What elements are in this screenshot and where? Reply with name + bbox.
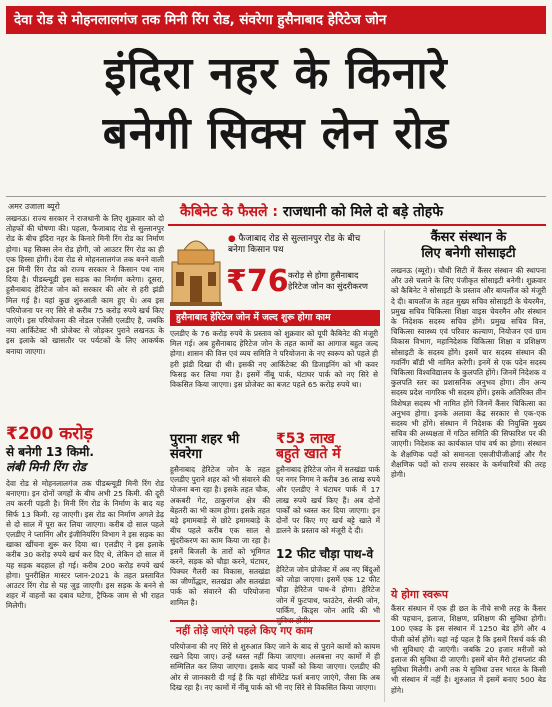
bottom-heading: नहीं तोड़े जाएंगे पहले किए गए काम — [170, 620, 380, 638]
left-box-line2: से बनेगी 13 किमी. — [6, 445, 94, 459]
price-figure: ₹76 — [226, 264, 289, 299]
left-box-amount: ₹200 करोड़ — [6, 424, 93, 444]
column-old-city — [170, 432, 270, 627]
bullet-dot-icon: ● — [228, 234, 239, 244]
bottom-text: परियोजना की नए सिरे से शुरुआत किए जाने के बाद से पुराने कामों को कायम रखने दिया जाए। उन्हें ध्वस्त नहीं किया जाएगा। अलबत्ता नए कामों में ही सम्मिलित कर लिया जाएगा। इसके बाद पार्कों को किया जाएगा। एलडीए की ओर से जानकारी दी गई है कि यहां सीमेंटेड फर्श बनाए जाएंगे, जैसा कि अब दिख रहा है। नए कामों में नींबू पार्क को भी नए सिरे से विकसित किया जाएगा। — [170, 642, 380, 692]
mid-text: एलडीए के 76 करोड़ रुपये के प्रस्ताव को शुक्रवार को यूपी कैबिनेट की मंजूरी मिल गई। अब हुसैनाबाद हेरिटेज जोन के तहत कामों का आगाज बहुत जल्द होगा। शासन की वित्त एवं व्यय समिति ने परियोजना के नए स्वरूप को पहले ही हरी झंडी दिखा दी थी। इसकी नए आर्किटेक्ट की डिजाइनिंग को भी कवर फिसड़ कर लिया गया है। इसमें नींबू पार्क, घंटाघर पार्क को नए सिरे से विकसित किया जाएगा। इस प्रोजेक्ट का बजट पहले 65 करोड़ रुपये था। — [170, 329, 378, 390]
column-53-lakh — [276, 432, 380, 627]
col3-heading-1: ₹53 लाख — [276, 431, 335, 447]
right-column-cancer-institute — [384, 230, 546, 702]
heritage-building-illustration — [170, 232, 222, 306]
cabinet-title: राजधानी को मिले दो बड़े तोहफे — [283, 204, 444, 220]
col3-text-1: हुसैनाबाद हेरिटेज जोन में सतखंडा पार्क पर नगर निगम ने करीब 36 लाख रुपये और एलडीए ने घंटाघर पार्क में 17 लाख रुपये खर्च किए हैं। अब दोनों पार्कों को ध्वस्त कर दिया जाएगा। इन दोनों पर किए गए खर्च बट्टे खाते में डालने के प्रस्ताव को मंजूरी दे दी। — [276, 465, 380, 536]
headline-line-2: बनेगी सिक्स लेन रोड — [102, 108, 450, 159]
right-heading-1: कैंसर संस्थान के — [430, 230, 507, 245]
right-text-2: कैंसर संस्थान में एक ही छत के नीचे सभी तरह के कैंसर की पहचान, इलाज, शिक्षण, प्रशिक्षण की सुविधा होगी। 100 एकड़ के इस संस्थान में 1250 बेड होंगे और 4 पीजी कोर्स होंगे। यहां नई पहल है कि इसमें रिसर्च वर्क की भी सुविधाएं दी जाएंगी। जबकि 20 हजार मरीजों को इलाज की सुविधा दी जाएगी। इसमें बोन मैरो ट्रांसप्लांट की सुविधा मिलेगी। अभी तक ये सुविधा उत्तर भारत के किसी भी संस्थान में नहीं है। शुरुआत में इसमें बनाए 500 बेड होंगे। — [391, 604, 546, 695]
cabinet-header — [168, 200, 546, 226]
price-note: करोड़ से होगा हुसैनाबाद हेरिटेज जोन का सुंदरीकरण — [288, 270, 368, 291]
left-box — [6, 424, 164, 667]
left-intro-text: लखनऊ। राज्य सरकार ने राजधानी के लिए शुक्रवार को दो तोहफों की घोषणा की। पहला, फैजाबाद रोड से सुल्तानपुर रोड के बीच इंदिरा नहर के किनारे मिनी रिंग रोड का निर्माण होगा। यह सिक्स लेन रोड होगी, जो आउटर रिंग रोड का ही एक हिस्सा होगी। देवा रोड से मोहनलालगंज तक बनने वाली इस मिनी रिंग रोड को राज्य सरकार ने किसान पथ नाम दिया है। पीडब्ल्यूडी इस सड़क का निर्माण करेगा। दूसरा, हुसैनाबाद हेरिटेज जोन को सरकार की ओर से हरी झंडी मिल गई है। यहां कुछ शुरुआती काम हुए थे। अब इस परियोजना पर नए सिरे से करीब 75 करोड़ रुपये खर्च किए जाएंगे। इस परियोजना की नोडल एजेंसी एलडीए है, जबकि नया आर्किटेक्ट भी प्रोजेक्ट से जोड़कर पुराने लखनऊ के इस इलाके को खासतौर पर पर्यटकों के लिए आकर्षक बनाया जाएगा। — [6, 214, 164, 356]
right-subheading: ये होगा स्वरूप — [391, 588, 448, 601]
cabinet-label: कैबिनेट के फैसले : — [180, 204, 278, 220]
right-text: लखनऊ (ब्यूरो)। चौथी सिटी में कैंसर संस्थान की स्थापना और उसे चलाने के लिए पंजीकृत सोसाइटी बनेगी। शुक्रवार को कैबिनेट ने सोसाइटी के प्रस्ताव और बायलॉज को मंजूरी दे दी। बायलॉज के तहत मुख्य सचिव सोसाइटी के चेयरमैन, प्रमुख सचिव चिकित्सा शिक्षा वाइस चेयरमैन और संस्थान के निदेशक सदस्य सचिव होंगे। प्रमुख सचिव वित्त, चिकित्सा स्वास्थ्य एवं परिवार कल्याण, नियोजन एवं ग्राम विकास विभाग, महानिदेशक चिकित्सा शिक्षा व प्रशिक्षण सोसाइटी के सदस्य होंगे। इसमें चार सदस्य संस्थान की गवर्निंग बॉडी भी नामित करेगी। इनमें से एक पदेन सदस्य चिकित्सा विश्वविद्यालय के कुलपति होंगे। जिनमें निदेशक व कुलपति स्तर का प्रशासनिक अनुभव होगा। तीन अन्य सदस्य प्रदेश नागरिक भी सदस्य होंगे। इसके अतिरिक्त तीन विशेषज्ञ सदस्य भी नामित होंगे जिनमें कैंसर चिकित्सा का अनुभव होगा। इनके अलावा केंद्र सरकार से एक-एक सदस्य भी होंगे। संस्थान में निदेशक की नियुक्ति मुख्य सचिव की अध्यक्षता में गठित समिति की सिफारिश पर की जाएगी। निदेशक का कार्यकाल पांच वर्ष का होगा। संस्थान के शैक्षणिक पदों को समानता एसजीपीजीआई और गैर शैक्षणिक पदों को राज्य सरकार के कर्मचारियों की तरह होगी। — [391, 266, 546, 480]
top-strip: देवा रोड से मोहनलालगंज तक मिनी रिंग रोड, संवरेगा हुसैनाबाद हेरिटेज जोन — [6, 6, 546, 34]
right-heading-2: लिए बनेगी सोसाइटी — [421, 246, 516, 261]
col3-subheading: 12 फीट चौड़ा पाथ-वे — [276, 547, 374, 561]
divider — [6, 196, 546, 197]
bullet-text: फैजाबाद रोड से सुल्तानपुर रोड के बीच बनेगा किसान पथ — [228, 234, 361, 255]
left-box-line3: लंबी मिनी रिंग रोड — [6, 460, 86, 474]
left-column — [6, 214, 164, 422]
byline: अमर उजाला ब्यूरो — [8, 202, 60, 211]
col3-heading-2: बहुते खाते में — [276, 446, 341, 462]
col3-text-2: हेरिटेज जोन प्रोजेक्ट में अब नए बिंदुओं को जोड़ा जाएगा। इसमें एक 12 फीट चौड़ा हेरिटेज पाथ-वे होगा। हेरिटेज जोन में फुटपाथ, फाउंटेन, सेल्फी जोन, पार्किंग, किड्स जोन आदि की भी सुविधा होगी। — [276, 565, 380, 626]
headline — [0, 44, 552, 164]
bullet-kisan-path — [228, 234, 368, 256]
col2-heading: पुराना शहर भी संवरेगा — [170, 432, 240, 462]
headline-line-1: इंदिरा नहर के किनारे — [104, 48, 448, 99]
red-band-heading: हुसैनाबाद हेरिटेज जोन में जल्द शुरू होगा काम — [170, 310, 380, 326]
col2-text: हुसैनाबाद हेरिटेज जोन के तहत एलडीए पुराने शहर को भी संवारने की योजना बना रहा है। इसके तहत चौक, अकबरी गेट, ठाकुरगंज क्षेत्र की बेहतरी का भी काम होगा। इसके तहत बड़े इमामबाड़े से छोटे इमामबाड़े के बीच पहले करीब एक साल से सुंदरीकरण का काम किया जा रहा है। इसमें बिजली के तारों को भूमिगत करने, सड़क को चौड़ा करने, घंटाघर, पिक्चर गैलरी का विकास, सतखंडा का जीर्णोद्धार, सतखंडा और सतखंडा पार्क को संवारने की परियोजना शामिल है। — [170, 465, 270, 607]
left-box-text: देवा रोड से मोहनलालगंज तक पीडब्ल्यूडी मिनी रिंग रोड बनाएगा। इन दोनों जगहों के बीच अभी 25 किमी. की दूरी तय करनी पड़ती है। मिनी रिंग रोड के निर्माण के बाद यह सिर्फ 13 किमी. रह जाएगी। इस रोड का निर्माण अगले डेढ़ से दो साल में पूरा कर लिया जाएगा। करीब दो साल पहले एलडीए ने प्लानिंग और इंजीनियरिंग विभाग ने इस सड़क का खाका खींचना शुरू कर दिया था। एलडीए ने इस इलाके करीब 30 करोड़ रुपये खर्च कर दिए थे, लेकिन दो साल में यह सड़क बदहाल हो गई। करीब 200 करोड़ रुपये खर्च होगा। पुनरीक्षित मास्टर प्लान-2021 के तहत प्रस्तावित आउटर रिंग रोड से यह जुड़ जाएगी। इस सड़क के बनने से शहर में वाहनों का दबाव घटेगा, ट्रैफिक जाम से भी राहत मिलेगी। — [6, 479, 164, 611]
